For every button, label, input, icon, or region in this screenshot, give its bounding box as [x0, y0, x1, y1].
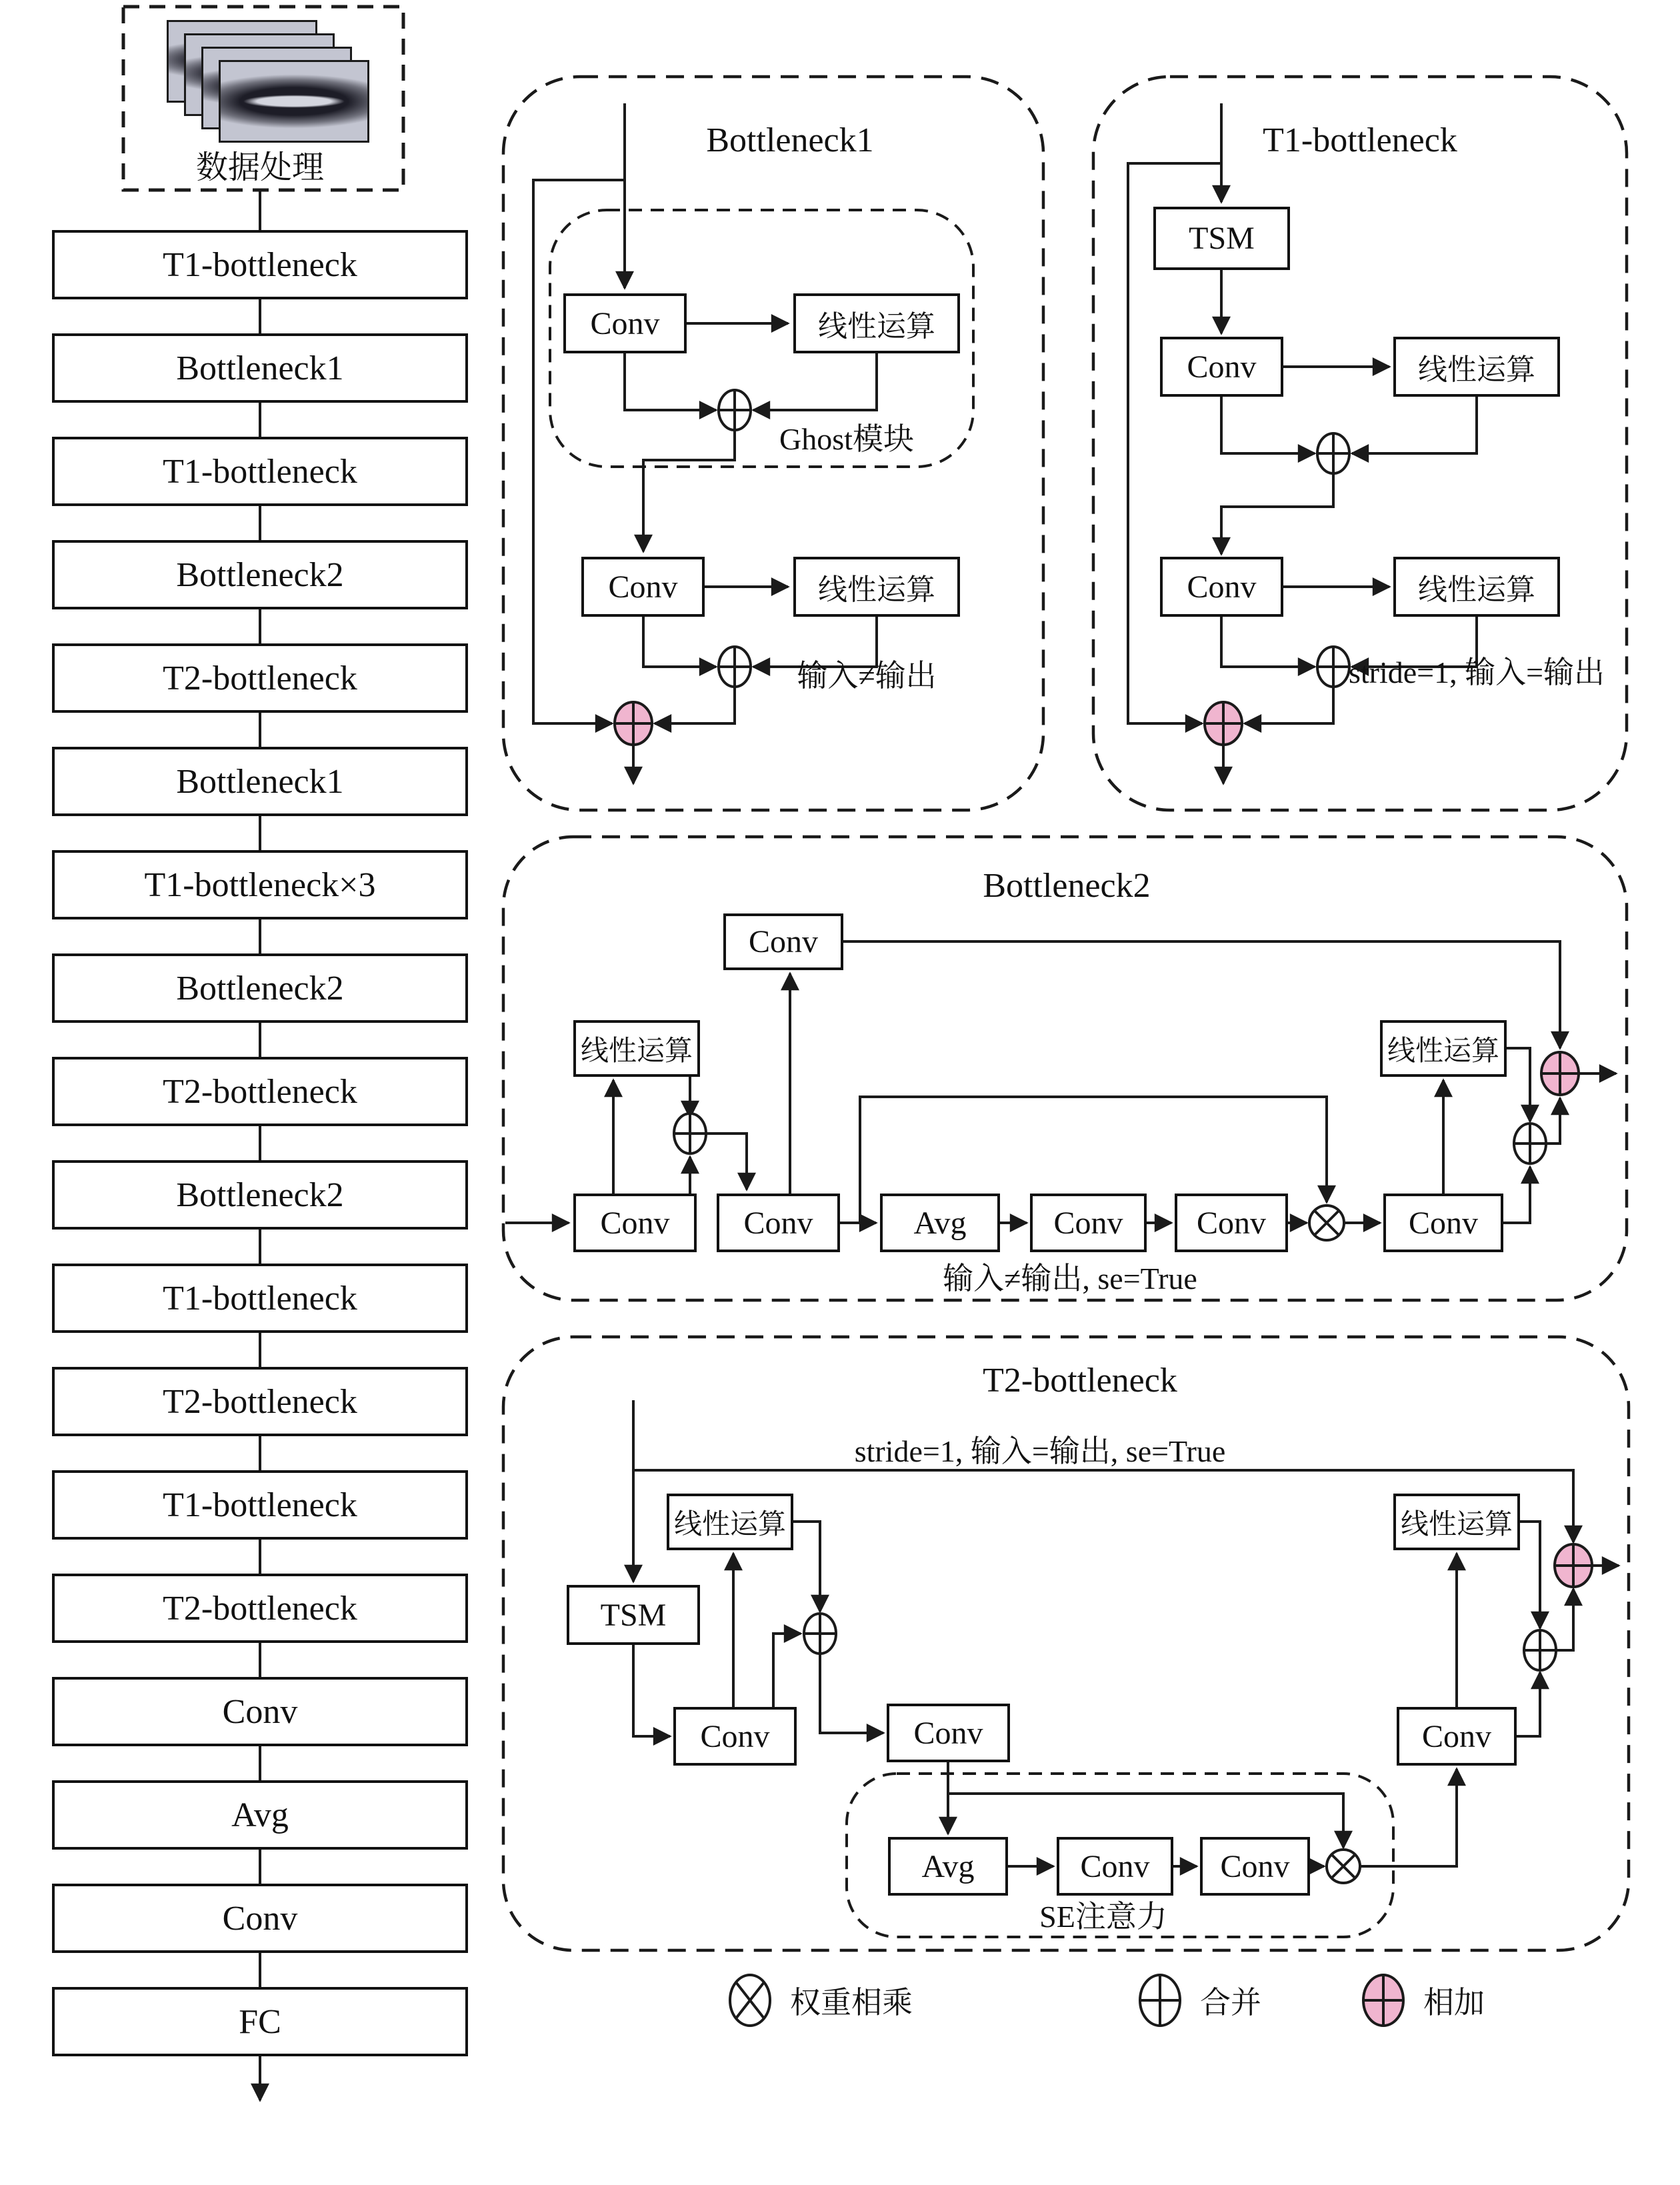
b1-note: 输入≠输出 [797, 659, 937, 693]
lip-image-frame [219, 60, 369, 143]
t1-tsm-box: TSM [1153, 207, 1290, 270]
b2-linear-left-box: 线性运算 [573, 1020, 700, 1077]
add-circle-icon [1555, 1544, 1592, 1587]
merge-circle-icon [1524, 1630, 1556, 1670]
b1-conv2-box: Conv [581, 557, 705, 617]
pipeline-stage: T1-bottleneck [52, 230, 468, 299]
pipeline-stage: T2-bottleneck [52, 643, 468, 713]
b2-avg-box: Avg [880, 1194, 1000, 1252]
t2-conv-last-box: Conv [1397, 1707, 1517, 1766]
t2-tsm-box: TSM [567, 1585, 700, 1645]
pipeline-stage: Bottleneck1 [52, 747, 468, 816]
b1-conv1-box: Conv [563, 293, 687, 353]
pipeline-stage: T2-bottleneck [52, 1367, 468, 1436]
b1-linear1-box: 线性运算 [793, 293, 960, 353]
pipeline-stage: T1-bottleneck [52, 1264, 468, 1333]
b2-note: 输入≠输出, se=True [943, 1262, 1197, 1296]
pipeline-stage: Bottleneck1 [52, 333, 468, 403]
t2-avg-box: Avg [888, 1837, 1008, 1896]
merge-circle-icon [1514, 1124, 1546, 1164]
panel-title-t2: T2-bottleneck [983, 1361, 1177, 1400]
se-attention-label: SE注意力 [1039, 1900, 1167, 1934]
t1-conv1-box: Conv [1160, 337, 1283, 397]
panel-title-bottleneck2: Bottleneck2 [983, 866, 1151, 905]
pipeline-stage: FC [52, 1987, 468, 2056]
t1-conv2-box: Conv [1160, 557, 1283, 617]
b2-conv4-box: Conv [1175, 1194, 1288, 1252]
add-circle-icon [1205, 702, 1242, 745]
pipeline-stage: Bottleneck2 [52, 540, 468, 609]
merge-circle-icon [719, 647, 751, 687]
t2-linear-a-box: 线性运算 [667, 1494, 793, 1550]
legend-multiply-label: 权重相乘 [790, 1986, 913, 2020]
b2-linear-right-box: 线性运算 [1380, 1020, 1507, 1077]
pipeline-stage: Bottleneck2 [52, 1160, 468, 1230]
add-circle-icon [1541, 1052, 1579, 1095]
b2-topconv-box: Conv [723, 913, 843, 970]
pipeline-stage: T1-bottleneck [52, 1470, 468, 1540]
b1-linear2-box: 线性运算 [793, 557, 960, 617]
input-box-label: 数据处理 [195, 149, 324, 185]
ghost-module-label: Ghost模块 [779, 422, 914, 456]
pipeline-stage: T1-bottleneck×3 [52, 850, 468, 919]
legend-multiply-circle-icon [730, 1975, 770, 2026]
pipeline-stage: T1-bottleneck [52, 437, 468, 506]
panel-title-bottleneck1: Bottleneck1 [706, 121, 874, 159]
t1-linear1-box: 线性运算 [1393, 337, 1560, 397]
t1-note: stride=1, 输入=输出 [1348, 655, 1605, 689]
pipeline-stage: T2-bottleneck [52, 1574, 468, 1643]
legend-merge-label: 合并 [1200, 1986, 1261, 2020]
pipeline-stage: T2-bottleneck [52, 1057, 468, 1126]
add-circle-icon [615, 702, 652, 745]
t2-conv2-box: Conv [887, 1704, 1010, 1762]
legend-add-circle-icon [1363, 1975, 1403, 2026]
pipeline-stage: Conv [52, 1884, 468, 1953]
panel-bottleneck2-arrows [505, 941, 1616, 1223]
merge-circle-icon [719, 390, 751, 430]
b2-conv3-box: Conv [1030, 1194, 1147, 1252]
pipeline-stage: Bottleneck2 [52, 953, 468, 1023]
t1-linear2-box: 线性运算 [1393, 557, 1560, 617]
b2-conv1-box: Conv [573, 1194, 697, 1252]
t2-linear-b-box: 线性运算 [1393, 1494, 1520, 1550]
pipeline-stage: Avg [52, 1780, 468, 1850]
panel-title-t1: T1-bottleneck [1263, 121, 1457, 159]
multiply-circle-icon [1309, 1206, 1344, 1240]
panel-t1-borders [1093, 77, 1627, 810]
merge-circle-icon [804, 1614, 836, 1654]
b2-conv5-box: Conv [1383, 1194, 1503, 1252]
merge-circle-icon [674, 1114, 706, 1154]
b2-conv2-box: Conv [717, 1194, 840, 1252]
legend-add-label: 相加 [1423, 1986, 1485, 2020]
t2-note: stride=1, 输入=输出, se=True [854, 1434, 1226, 1468]
multiply-circle-icon [1327, 1850, 1360, 1883]
pipeline-stage: Conv [52, 1677, 468, 1746]
t2-conv3-box: Conv [1057, 1837, 1173, 1896]
merge-circle-icon [1317, 433, 1349, 473]
t2-conv4-box: Conv [1200, 1837, 1310, 1896]
t2-conv1-box: Conv [673, 1707, 797, 1766]
legend-merge-circle-icon [1140, 1975, 1180, 2026]
